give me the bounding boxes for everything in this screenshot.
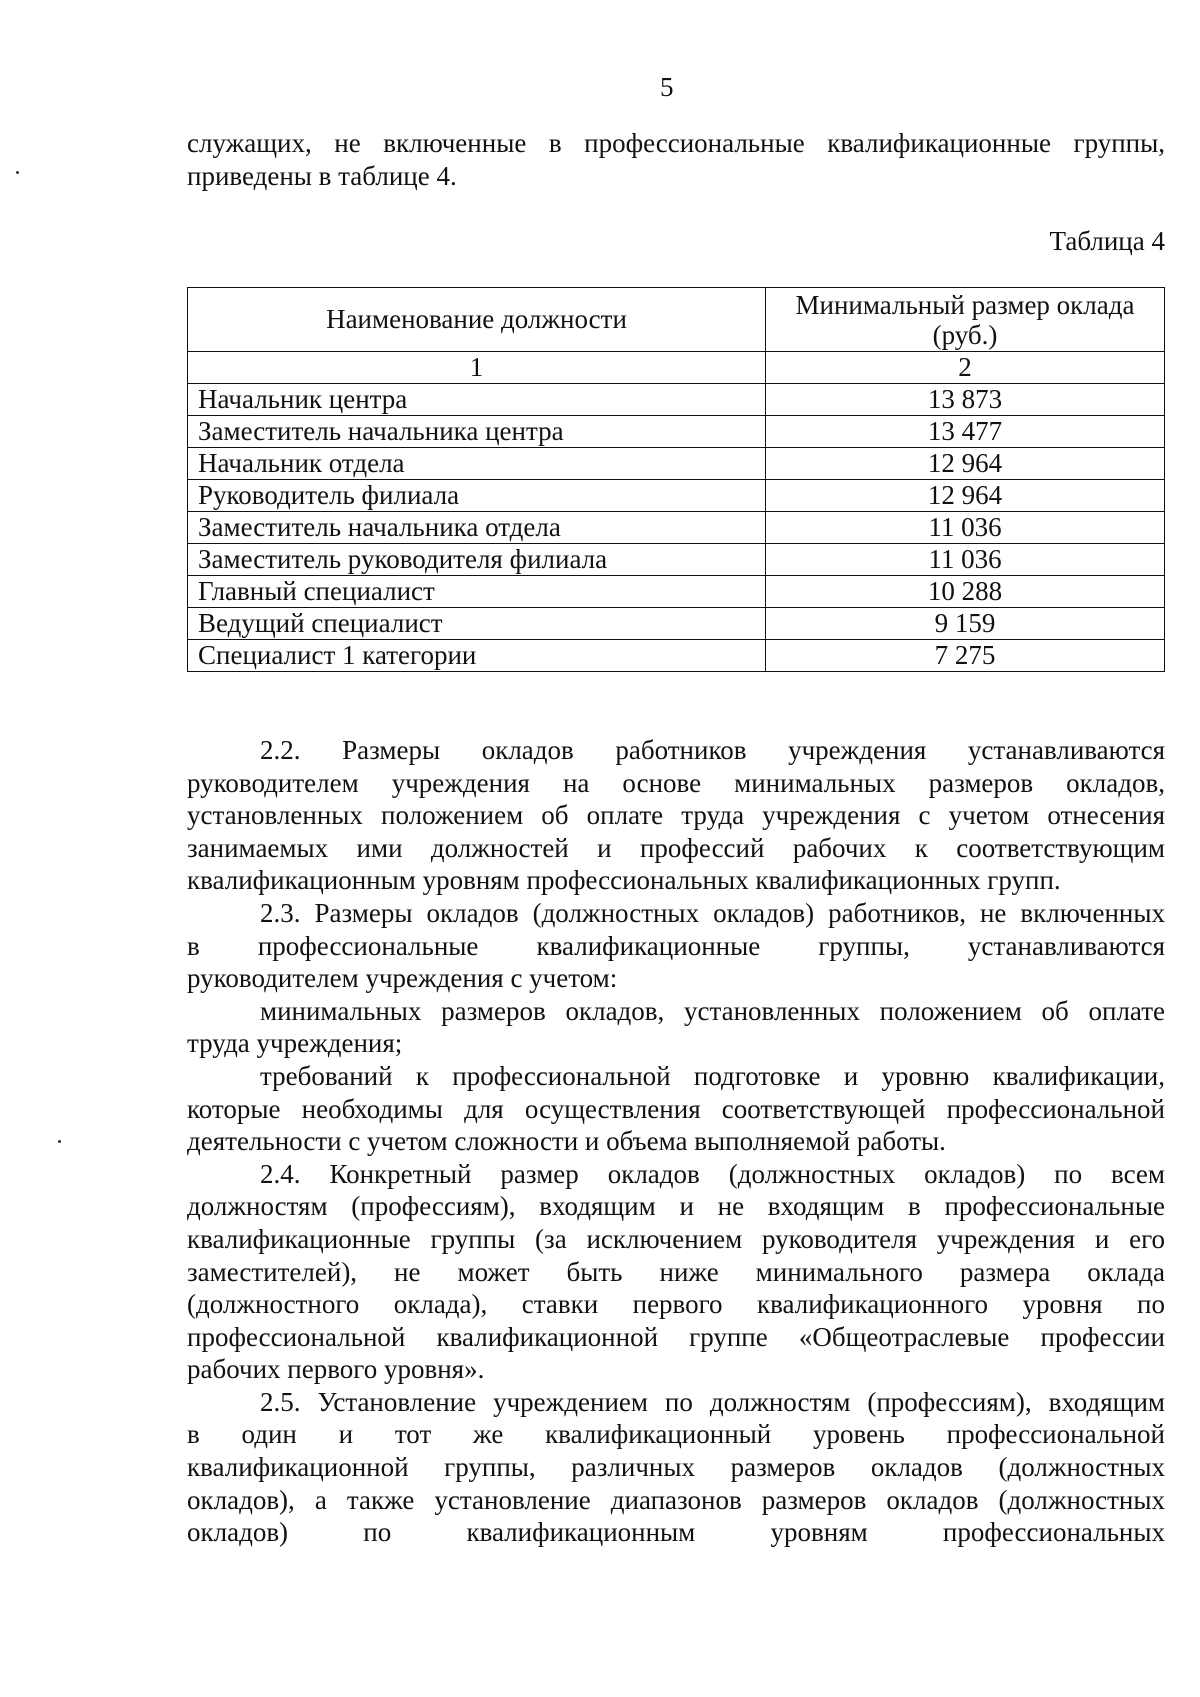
salary-cell: 12 964 — [766, 448, 1165, 480]
text-line: квалификационные группы (за исключением руководителя учреждения и его — [187, 1223, 1165, 1254]
salary-cell: 9 159 — [766, 608, 1165, 640]
text-line: которые необходимы для осуществления соответствующей профессиональной — [187, 1093, 1165, 1124]
text-line: профессиональной квалификационной группе «Общеотраслевые профессии — [187, 1321, 1165, 1352]
text-line: окладов) по квалификационным уровням профессиональных — [187, 1517, 1165, 1548]
table-row — [188, 544, 1165, 576]
salary-cell: 13 477 — [766, 416, 1165, 448]
table-row — [188, 576, 1165, 608]
intro-paragraph — [187, 127, 1165, 192]
text-line: заместителей), не может быть ниже минимального размера оклада — [187, 1256, 1165, 1287]
salary-cell: 11 036 — [766, 544, 1165, 576]
salary-cell: 10 288 — [766, 576, 1165, 608]
salary-cell: 7 275 — [766, 640, 1165, 672]
text-line: в профессиональные квалификационные группы, устанавливаются — [187, 930, 1165, 961]
salary-table — [187, 287, 1165, 672]
position-cell: Главный специалист — [188, 576, 766, 608]
scan-speck — [16, 171, 19, 174]
table-row — [188, 480, 1165, 512]
position-cell: Руководитель филиала — [188, 480, 766, 512]
text-line: квалификационной группы, различных размеров окладов (должностных — [187, 1452, 1165, 1483]
text-line: окладов), а также установление диапазонов размеров окладов (должностных — [187, 1484, 1165, 1515]
position-cell: Начальник центра — [188, 384, 766, 416]
table-row — [188, 640, 1165, 672]
column-number: 2 — [766, 352, 1165, 384]
column-number-row — [188, 352, 1165, 384]
text-line: руководителем учреждения с учетом: — [187, 963, 618, 994]
text-line: должностям (профессиям), входящим и не входящим в профессиональные — [187, 1191, 1165, 1222]
table-header-row — [188, 288, 1165, 352]
text-line: в один и тот же квалификационный уровень профессиональной — [187, 1419, 1165, 1450]
position-cell: Заместитель руководителя филиала — [188, 544, 766, 576]
text-line: 2.3. Размеры окладов (должностных окладов) работников, не включенных — [260, 897, 1165, 928]
table-row — [188, 448, 1165, 480]
salary-cell: 11 036 — [766, 512, 1165, 544]
text-line: служащих, не включенные в профессиональные квалификационные группы, — [187, 128, 1165, 158]
text-line: установленных положением об оплате труда учреждения с учетом отнесения — [187, 800, 1165, 831]
header-position: Наименование должности — [188, 288, 766, 352]
text-line: 2.2. Размеры окладов работников учреждения устанавливаются — [260, 735, 1165, 765]
scan-speck — [58, 1140, 61, 1143]
text-line: занимаемых ими должностей и профессий рабочих к соответствующим — [187, 832, 1165, 863]
text-line: труда учреждения; — [187, 1028, 403, 1059]
text-line: квалификационным уровням профессиональных квалификационных групп. — [187, 865, 1061, 896]
table-row — [188, 384, 1165, 416]
position-cell: Заместитель начальника центра — [188, 416, 766, 448]
page-number: 5 — [660, 72, 674, 102]
text-line: руководителем учреждения на основе минимальных размеров окладов, — [187, 767, 1165, 798]
header-salary: Минимальный размер оклада (руб.) — [766, 288, 1165, 352]
table-row — [188, 416, 1165, 448]
position-cell: Ведущий специалист — [188, 608, 766, 640]
position-cell: Заместитель начальника отдела — [188, 512, 766, 544]
text-line: 2.4. Конкретный размер окладов (должностных окладов) по всем — [260, 1158, 1165, 1189]
salary-cell: 13 873 — [766, 384, 1165, 416]
table-row — [188, 608, 1165, 640]
text-line: 2.5. Установление учреждением по должностям (профессиям), входящим — [260, 1386, 1165, 1417]
text-line: приведены в таблице 4. — [187, 160, 457, 191]
text-line: минимальных размеров окладов, установленных положением об оплате — [260, 995, 1165, 1026]
body-text — [187, 734, 1165, 1549]
salary-cell: 12 964 — [766, 480, 1165, 512]
table-caption: Таблица 4 — [1049, 226, 1165, 256]
text-line: требований к профессиональной подготовке и уровню квалификации, — [260, 1060, 1165, 1091]
text-line: рабочих первого уровня». — [187, 1354, 485, 1385]
table-row — [188, 512, 1165, 544]
column-number: 1 — [188, 352, 766, 384]
text-line: (должностного оклада), ставки первого квалификационного уровня по — [187, 1289, 1165, 1320]
position-cell: Начальник отдела — [188, 448, 766, 480]
text-line: деятельности с учетом сложности и объема выполняемой работы. — [187, 1126, 946, 1157]
position-cell: Специалист 1 категории — [188, 640, 766, 672]
